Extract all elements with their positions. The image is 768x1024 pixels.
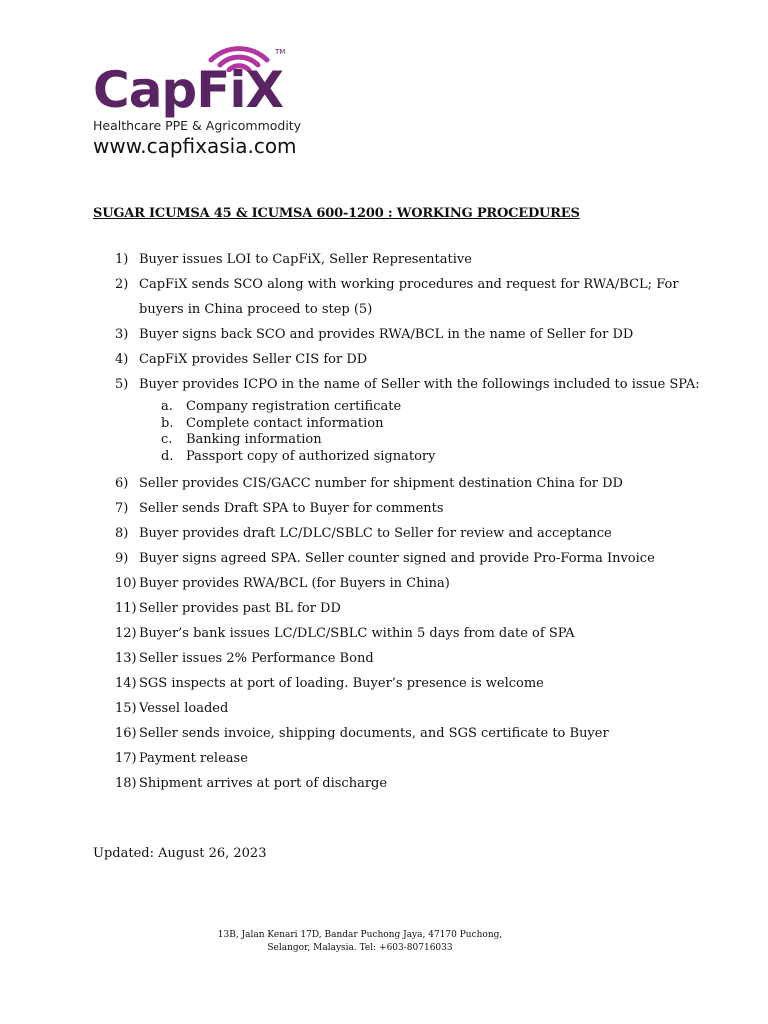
- step-text: Seller sends invoice, shipping documents, and SGS certificate to Buyer: [139, 726, 609, 741]
- step-number: 12): [115, 626, 137, 641]
- step-text: Payment release: [139, 751, 248, 766]
- step-text: SGS inspects at port of loading. Buyer’s presence is welcome: [139, 676, 544, 691]
- subitem-d: [161, 449, 705, 466]
- step-text: Buyer provides ICPO in the name of Seller with the followings included to issue SPA:: [139, 377, 700, 392]
- capfix-logo: [93, 40, 293, 120]
- step-7: [115, 496, 705, 521]
- step-text: Buyer provides draft LC/DLC/SBLC to Seller for review and acceptance: [139, 526, 612, 541]
- step-5-subitems: [161, 399, 705, 465]
- step-10: [115, 571, 705, 596]
- subitem-letter: a.: [161, 399, 173, 414]
- step-number: 10): [115, 576, 137, 591]
- step-2: [115, 272, 705, 322]
- step-number: 14): [115, 676, 137, 691]
- step-text: Buyer signs agreed SPA. Seller counter signed and provide Pro-Forma Invoice: [139, 551, 655, 566]
- step-number: 17): [115, 751, 137, 766]
- step-text: CapFiX sends SCO along with working procedures and request for RWA/BCL; For buyers in China proceed to step (5): [139, 277, 679, 317]
- step-number: 6): [115, 476, 129, 491]
- step-14: [115, 671, 705, 696]
- subitem-letter: b.: [161, 415, 174, 431]
- step-17: [115, 746, 705, 771]
- step-15: [115, 696, 705, 721]
- step-6: [115, 471, 705, 496]
- step-number: 11): [115, 601, 137, 616]
- trademark-symbol: TM: [275, 48, 286, 56]
- subitem-b: [161, 416, 705, 433]
- step-number: 13): [115, 651, 137, 666]
- step-11: [115, 596, 705, 621]
- step-5: [115, 372, 705, 465]
- step-1: [115, 247, 705, 272]
- step-number: 1): [115, 252, 129, 267]
- step-text: Buyer provides RWA/BCL (for Buyers in China): [139, 576, 450, 591]
- step-text: Vessel loaded: [139, 701, 229, 716]
- step-number: 18): [115, 776, 137, 791]
- step-number: 16): [115, 726, 137, 741]
- step-text: Seller issues 2% Performance Bond: [139, 651, 374, 666]
- subitem-text: Company registration certificate: [186, 399, 402, 414]
- step-13: [115, 646, 705, 671]
- step-number: 5): [115, 377, 129, 392]
- subitem-c: [161, 432, 705, 449]
- step-number: 7): [115, 501, 129, 516]
- brand-wordmark: CapFiX: [93, 61, 284, 119]
- company-website: www.capfixasia.com: [93, 134, 297, 158]
- step-8: [115, 521, 705, 546]
- step-number: 15): [115, 701, 137, 716]
- step-text: Seller provides CIS/GACC number for shipment destination China for DD: [139, 476, 623, 491]
- step-18: [115, 771, 705, 796]
- step-text: Seller provides past BL for DD: [139, 601, 341, 616]
- subitem-text: Complete contact information: [186, 415, 384, 431]
- company-tagline: Healthcare PPE & Agricommodity: [93, 118, 302, 133]
- step-number: 8): [115, 526, 129, 541]
- address-line-1: 13B, Jalan Kenari 17D, Bandar Puchong Jaya, 47170 Puchong,: [217, 930, 503, 940]
- step-text: Seller sends Draft SPA to Buyer for comments: [139, 501, 444, 516]
- step-number: 4): [115, 352, 129, 367]
- subitem-text: Passport copy of authorized signatory: [186, 448, 436, 464]
- step-16: [115, 721, 705, 746]
- step-12: [115, 621, 705, 646]
- subitem-letter: c.: [161, 432, 173, 447]
- step-text: Buyer signs back SCO and provides RWA/BCL in the name of Seller for DD: [139, 327, 634, 342]
- step-number: 2): [115, 277, 129, 292]
- step-9: [115, 546, 705, 571]
- address-line-2: Selangor, Malaysia. Tel: +603-80716033: [267, 943, 453, 953]
- subitem-letter: d.: [161, 448, 174, 464]
- step-text: Buyer’s bank issues LC/DLC/SBLC within 5 days from date of SPA: [139, 626, 575, 641]
- footer-address: [150, 929, 570, 955]
- step-text: Buyer issues LOI to CapFiX, Seller Representative: [139, 252, 472, 267]
- subitem-a: [161, 399, 705, 416]
- step-text: Shipment arrives at port of discharge: [139, 776, 388, 791]
- document-title: SUGAR ICUMSA 45 & ICUMSA 600-1200 : WORKING PROCEDURES: [93, 206, 580, 221]
- step-text: CapFiX provides Seller CIS for DD: [139, 352, 368, 367]
- step-3: [115, 322, 705, 347]
- step-number: 9): [115, 551, 129, 566]
- step-number: 3): [115, 327, 129, 342]
- updated-date: Updated: August 26, 2023: [93, 846, 267, 861]
- subitem-text: Banking information: [186, 432, 322, 447]
- step-4: [115, 347, 705, 372]
- procedure-steps: [115, 247, 705, 796]
